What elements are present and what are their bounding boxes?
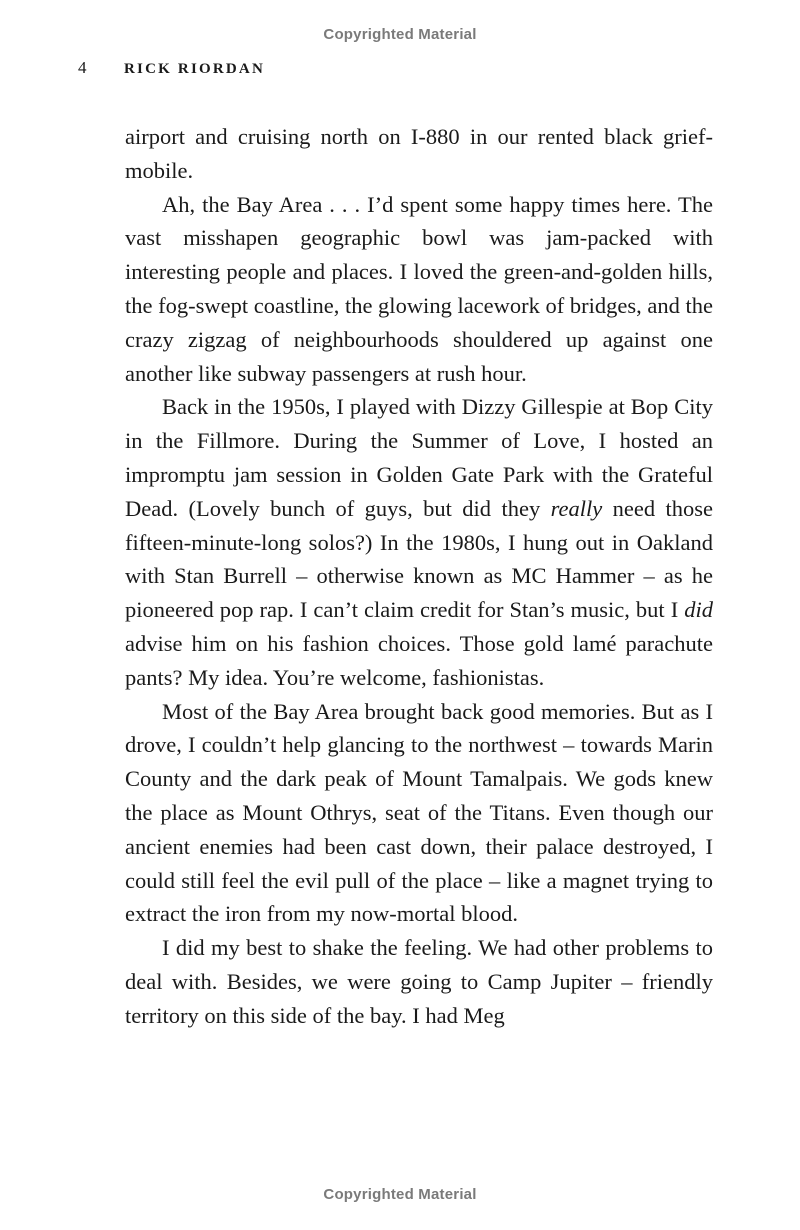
paragraph-3-text-a: Back in the 1950s, I played with Dizzy Gillespie at Bop City in the Fillmore. During the Summer of Love, I hosted an impromptu jam session in Golden Gate Park with the Grateful Dead. (Lovely bunch of guys, but did they bbox=[125, 394, 713, 521]
copyright-watermark-top: Copyrighted Material bbox=[323, 26, 477, 43]
paragraph-2: Ah, the Bay Area . . . I’d spent some happy times here. The vast misshapen geographic bowl was jam-packed with interesting people and places. I loved the green-and-golden hills, the fog-swept coastline, the glowing lacework of bridges, and the crazy zigzag of neighbourhoods shouldered up against one another like subway passengers at rush hour. bbox=[125, 191, 713, 386]
paragraph-3-text-c: advise him on his fashion choices. Those gold lamé parachute pants? My idea. You’re welcome, fashionistas. bbox=[125, 630, 713, 690]
running-head bbox=[78, 58, 265, 78]
paragraph-4: Most of the Bay Area brought back good memories. But as I drove, I couldn’t help glancing to the northwest – towards Marin County and the dark peak of Mount Tamalpais. We gods knew the place as Mount Othrys, seat of the Titans. Even though our ancient enemies had been cast down, their palace destroyed, I could still feel the evil pull of the place – like a magnet trying to extract the iron from my now-mortal blood. bbox=[125, 698, 713, 927]
body-text bbox=[125, 120, 713, 1033]
copyright-watermark-bottom: Copyrighted Material bbox=[323, 1186, 477, 1203]
paragraph-3-text-b: need those fifteen-minute-long solos?) In the 1980s, I hung out in Oakland with Stan Burrell – otherwise known as MC Hammer – as he pioneered pop rap. I can’t claim credit for Stan’s music, but I bbox=[125, 495, 714, 623]
emphasis-really: really bbox=[550, 495, 603, 521]
emphasis-did: did bbox=[684, 597, 713, 623]
paragraph-5: I did my best to shake the feeling. We had other problems to deal with. Besides, we were going to Camp Jupiter – friendly territory on this side of the bay. I had Meg bbox=[125, 935, 713, 1028]
paragraph-1: airport and cruising north on I-880 in our rented black grief-mobile. bbox=[125, 124, 713, 183]
author-name: RICK RIORDAN bbox=[124, 61, 265, 77]
paragraph-3 bbox=[125, 390, 713, 694]
page-number: 4 bbox=[78, 58, 87, 77]
